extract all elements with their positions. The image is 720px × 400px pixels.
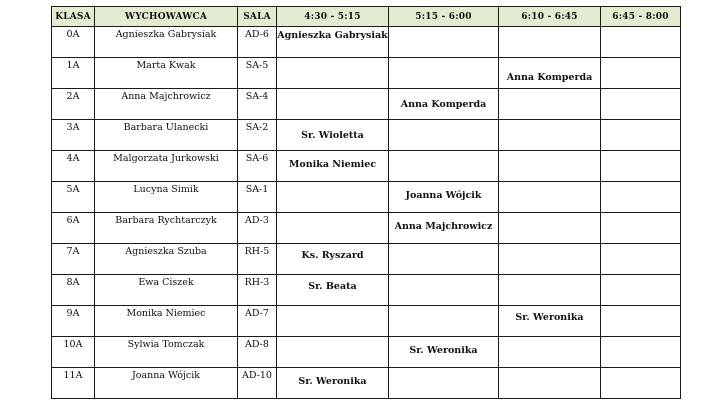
schedule-body [52, 27, 681, 399]
slot-cell [389, 151, 499, 182]
slot-teacher [601, 306, 680, 312]
slot-cell [277, 182, 389, 213]
slot-teacher [601, 58, 680, 72]
slot-teacher [601, 89, 680, 99]
slot-teacher: Sr. Weronika [409, 345, 478, 356]
class-cell: 2A [52, 89, 95, 120]
slot-cell [601, 120, 681, 151]
slot-teacher [601, 275, 680, 281]
slot-teacher: Anna Komperda [400, 99, 487, 110]
slot-teacher [499, 89, 600, 99]
slot-cell [499, 213, 601, 244]
class-cell: 10A [52, 337, 95, 368]
header-klasa: KLASA [52, 7, 95, 27]
slot-teacher [389, 27, 498, 30]
slot-cell [499, 89, 601, 120]
class-cell: 4A [52, 151, 95, 182]
slot-teacher [499, 182, 600, 190]
room-cell: SA-4 [238, 89, 277, 120]
room-cell: AD-3 [238, 213, 277, 244]
room-cell: RH-3 [238, 275, 277, 306]
homeroom-teacher-cell: Anna Majchrowicz [95, 89, 238, 120]
slot-cell [277, 368, 389, 399]
slot-teacher: Sr. Beata [308, 281, 357, 292]
room-cell: AD-10 [238, 368, 277, 399]
class-cell: 11A [52, 368, 95, 399]
class-cell: 5A [52, 182, 95, 213]
homeroom-teacher-cell: Marta Kwak [95, 58, 238, 89]
slot-cell [499, 306, 601, 337]
class-cell: 6A [52, 213, 95, 244]
homeroom-teacher-cell: Barbara Rychtarczyk [95, 213, 238, 244]
header-slot-1: 4:30 - 5:15 [277, 7, 389, 27]
slot-cell [277, 151, 389, 182]
slot-teacher [389, 58, 498, 72]
slot-teacher [499, 337, 600, 345]
slot-teacher [601, 27, 680, 30]
slot-cell [601, 275, 681, 306]
room-cell: SA-1 [238, 182, 277, 213]
slot-cell [601, 182, 681, 213]
class-cell: 8A [52, 275, 95, 306]
slot-teacher: Anna Majchrowicz [394, 221, 493, 232]
slot-cell [277, 89, 389, 120]
slot-teacher [499, 368, 600, 376]
table-row [52, 306, 681, 337]
table-row [52, 89, 681, 120]
room-cell: SA-5 [238, 58, 277, 89]
slot-cell [277, 244, 389, 275]
slot-teacher [499, 213, 600, 221]
slot-cell [277, 120, 389, 151]
slot-cell [277, 337, 389, 368]
slot-cell [389, 337, 499, 368]
slot-teacher [389, 368, 498, 376]
slot-cell [499, 120, 601, 151]
room-cell: AD-8 [238, 337, 277, 368]
table-row [52, 120, 681, 151]
slot-teacher [389, 306, 498, 312]
slot-cell [389, 58, 499, 89]
class-cell: 1A [52, 58, 95, 89]
table-row [52, 337, 681, 368]
slot-teacher [601, 213, 680, 221]
slot-teacher: Agnieszka Gabrysiak [277, 30, 388, 41]
slot-cell [601, 151, 681, 182]
homeroom-teacher-cell: Agnieszka Szuba [95, 244, 238, 275]
table-row [52, 244, 681, 275]
homeroom-teacher-cell: Monika Niemiec [95, 306, 238, 337]
slot-cell [277, 27, 389, 58]
room-cell: SA-6 [238, 151, 277, 182]
room-cell: RH-5 [238, 244, 277, 275]
slot-teacher [499, 244, 600, 250]
slot-teacher [389, 120, 498, 130]
slot-cell [499, 275, 601, 306]
slot-teacher [277, 213, 388, 221]
slot-teacher [277, 306, 388, 312]
slot-teacher [601, 120, 680, 130]
slot-cell [389, 120, 499, 151]
class-cell: 0A [52, 27, 95, 58]
slot-cell [499, 244, 601, 275]
header-slot-3: 6:10 - 6:45 [499, 7, 601, 27]
slot-teacher: Ks. Ryszard [301, 250, 364, 261]
slot-cell [389, 306, 499, 337]
class-cell: 9A [52, 306, 95, 337]
slot-cell [499, 368, 601, 399]
table-row [52, 27, 681, 58]
slot-cell [601, 244, 681, 275]
slot-teacher: Sr. Weronika [298, 376, 367, 387]
slot-teacher: Monika Niemiec [288, 159, 377, 170]
slot-cell [389, 182, 499, 213]
table-row [52, 151, 681, 182]
slot-teacher: Anna Komperda [506, 72, 593, 83]
schedule-table [51, 6, 681, 399]
slot-cell [601, 337, 681, 368]
slot-cell [601, 368, 681, 399]
slot-teacher [277, 89, 388, 99]
slot-teacher [601, 182, 680, 190]
table-row [52, 368, 681, 399]
slot-cell [499, 27, 601, 58]
slot-teacher: Joanna Wójcik [405, 190, 482, 201]
slot-teacher [277, 58, 388, 72]
slot-teacher: Sr. Weronika [515, 312, 584, 323]
slot-cell [389, 213, 499, 244]
slot-cell [389, 275, 499, 306]
slot-cell [601, 306, 681, 337]
header-slot-4: 6:45 - 8:00 [601, 7, 681, 27]
homeroom-teacher-cell: Agnieszka Gabrysiak [95, 27, 238, 58]
header-row [52, 7, 681, 27]
slot-teacher: Sr. Wioletta [301, 130, 364, 141]
slot-cell [277, 275, 389, 306]
homeroom-teacher-cell: Sylwia Tomczak [95, 337, 238, 368]
homeroom-teacher-cell: Ewa Ciszek [95, 275, 238, 306]
table-row [52, 213, 681, 244]
header-sala: SALA [238, 7, 277, 27]
slot-cell [601, 27, 681, 58]
room-cell: AD-6 [238, 27, 277, 58]
homeroom-teacher-cell: Lucyna Simik [95, 182, 238, 213]
header-slot-2: 5:15 - 6:00 [389, 7, 499, 27]
slot-cell [389, 89, 499, 120]
slot-cell [277, 213, 389, 244]
slot-cell [499, 151, 601, 182]
slot-teacher [601, 244, 680, 250]
slot-cell [499, 337, 601, 368]
class-cell: 3A [52, 120, 95, 151]
slot-cell [389, 244, 499, 275]
slot-teacher [499, 27, 600, 30]
slot-teacher [389, 275, 498, 281]
slot-cell [277, 58, 389, 89]
table-row [52, 182, 681, 213]
slot-cell [601, 213, 681, 244]
slot-teacher [389, 151, 498, 159]
homeroom-teacher-cell: Barbara Ulanecki [95, 120, 238, 151]
room-cell: SA-2 [238, 120, 277, 151]
slot-cell [499, 58, 601, 89]
homeroom-teacher-cell: Joanna Wójcik [95, 368, 238, 399]
room-cell: AD-7 [238, 306, 277, 337]
slot-teacher [601, 337, 680, 345]
slot-teacher [499, 151, 600, 159]
slot-teacher [601, 368, 680, 376]
slot-teacher [499, 120, 600, 130]
header-wychowawca: WYCHOWAWCA [95, 7, 238, 27]
class-cell: 7A [52, 244, 95, 275]
slot-cell [601, 58, 681, 89]
slot-cell [389, 368, 499, 399]
slot-teacher [499, 275, 600, 281]
slot-cell [389, 27, 499, 58]
slot-cell [601, 89, 681, 120]
homeroom-teacher-cell: Malgorzata Jurkowski [95, 151, 238, 182]
slot-teacher [277, 182, 388, 190]
slot-teacher [389, 244, 498, 250]
slot-teacher [277, 337, 388, 345]
table-row [52, 58, 681, 89]
table-row [52, 275, 681, 306]
slot-cell [277, 306, 389, 337]
slot-cell [499, 182, 601, 213]
slot-teacher [601, 151, 680, 159]
